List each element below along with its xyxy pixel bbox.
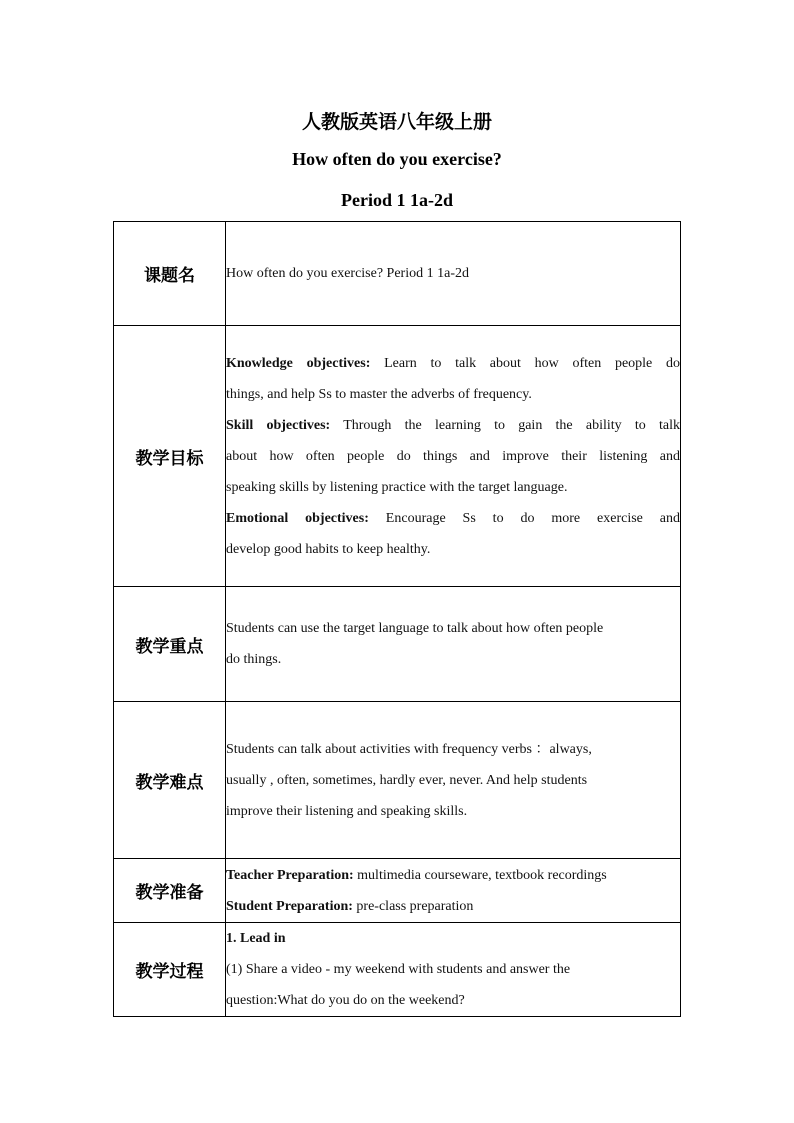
knowledge-objectives-title: Knowledge objectives:	[226, 355, 371, 371]
knowledge-objectives-line2: things, and help Ss to master the adverbs of frequency.	[226, 386, 532, 402]
lesson-plan-table	[113, 221, 681, 1017]
teacher-preparation-title: Teacher Preparation:	[226, 867, 354, 883]
table-row-topic	[114, 222, 681, 326]
process-step-title-text: 1. Lead in	[226, 931, 286, 946]
skill-objectives-title: Skill objectives:	[226, 417, 331, 433]
objectives-content	[226, 326, 681, 587]
student-preparation-line	[226, 891, 680, 922]
skill-objectives-line3: speaking skills by listening practice with the target language.	[226, 479, 568, 495]
key-points-line2: do things.	[226, 652, 282, 667]
knowledge-objectives-text1: Learn to talk about how often people do	[384, 355, 680, 371]
difficulties-line3: improve their listening and speaking skills.	[226, 803, 468, 819]
teacher-preparation-line	[226, 860, 680, 891]
process-line1: (1) Share a video - my weekend with students and answer the	[226, 962, 571, 977]
table-row-preparation	[114, 859, 681, 923]
table-row-process	[114, 923, 681, 1017]
difficulties-content	[226, 702, 681, 859]
knowledge-objectives-line1	[226, 348, 680, 379]
emotional-objectives-text1: Encourage Ss to do more exercise and	[385, 510, 681, 526]
key-points-line1: Students can use the target language to talk about how often people	[226, 621, 604, 636]
process-step-title	[226, 923, 680, 954]
student-preparation-text: pre-class preparation	[356, 898, 474, 914]
skill-objectives-line2: about how often people do things and improve their listening and	[226, 448, 680, 464]
skill-objectives-text1: Through the learning to gain the ability to talk	[343, 417, 680, 433]
emotional-objectives-line1	[226, 503, 680, 534]
table-row-difficulties	[114, 702, 681, 859]
process-content	[226, 923, 681, 1017]
lesson-subtitle: How often do you exercise?	[292, 149, 502, 169]
row-label-process: 教学过程	[114, 923, 226, 1017]
lesson-period: Period 1 1a-2d	[341, 190, 453, 210]
table-row-key-points	[114, 587, 681, 702]
topic-text: How often do you exercise? Period 1 1a-2d	[226, 266, 469, 281]
key-points-content	[226, 587, 681, 702]
row-label-objectives: 教学目标	[114, 326, 226, 587]
emotional-objectives-line2: develop good habits to keep healthy.	[226, 541, 431, 557]
table-row-objectives	[114, 326, 681, 587]
difficulties-line2: usually , often, sometimes, hardly ever, never. And help students	[226, 772, 588, 788]
process-line2: question:What do you do on the weekend?	[226, 993, 465, 1008]
difficulties-line1: Students can talk about activities with frequency verbs ：always,	[226, 741, 592, 757]
emotional-objectives-title: Emotional objectives:	[226, 510, 369, 526]
preparation-content	[226, 859, 681, 923]
student-preparation-title: Student Preparation:	[226, 898, 353, 914]
skill-objectives-line1	[226, 410, 680, 441]
topic-content	[226, 222, 681, 326]
document-title: 人教版英语八年级上册	[301, 111, 492, 133]
row-label-topic: 课题名	[114, 222, 226, 326]
row-label-preparation: 教学准备	[114, 859, 226, 923]
row-label-difficulties: 教学难点	[114, 702, 226, 859]
teacher-preparation-text: multimedia courseware, textbook recordings	[357, 867, 607, 883]
row-label-key-points: 教学重点	[114, 587, 226, 702]
